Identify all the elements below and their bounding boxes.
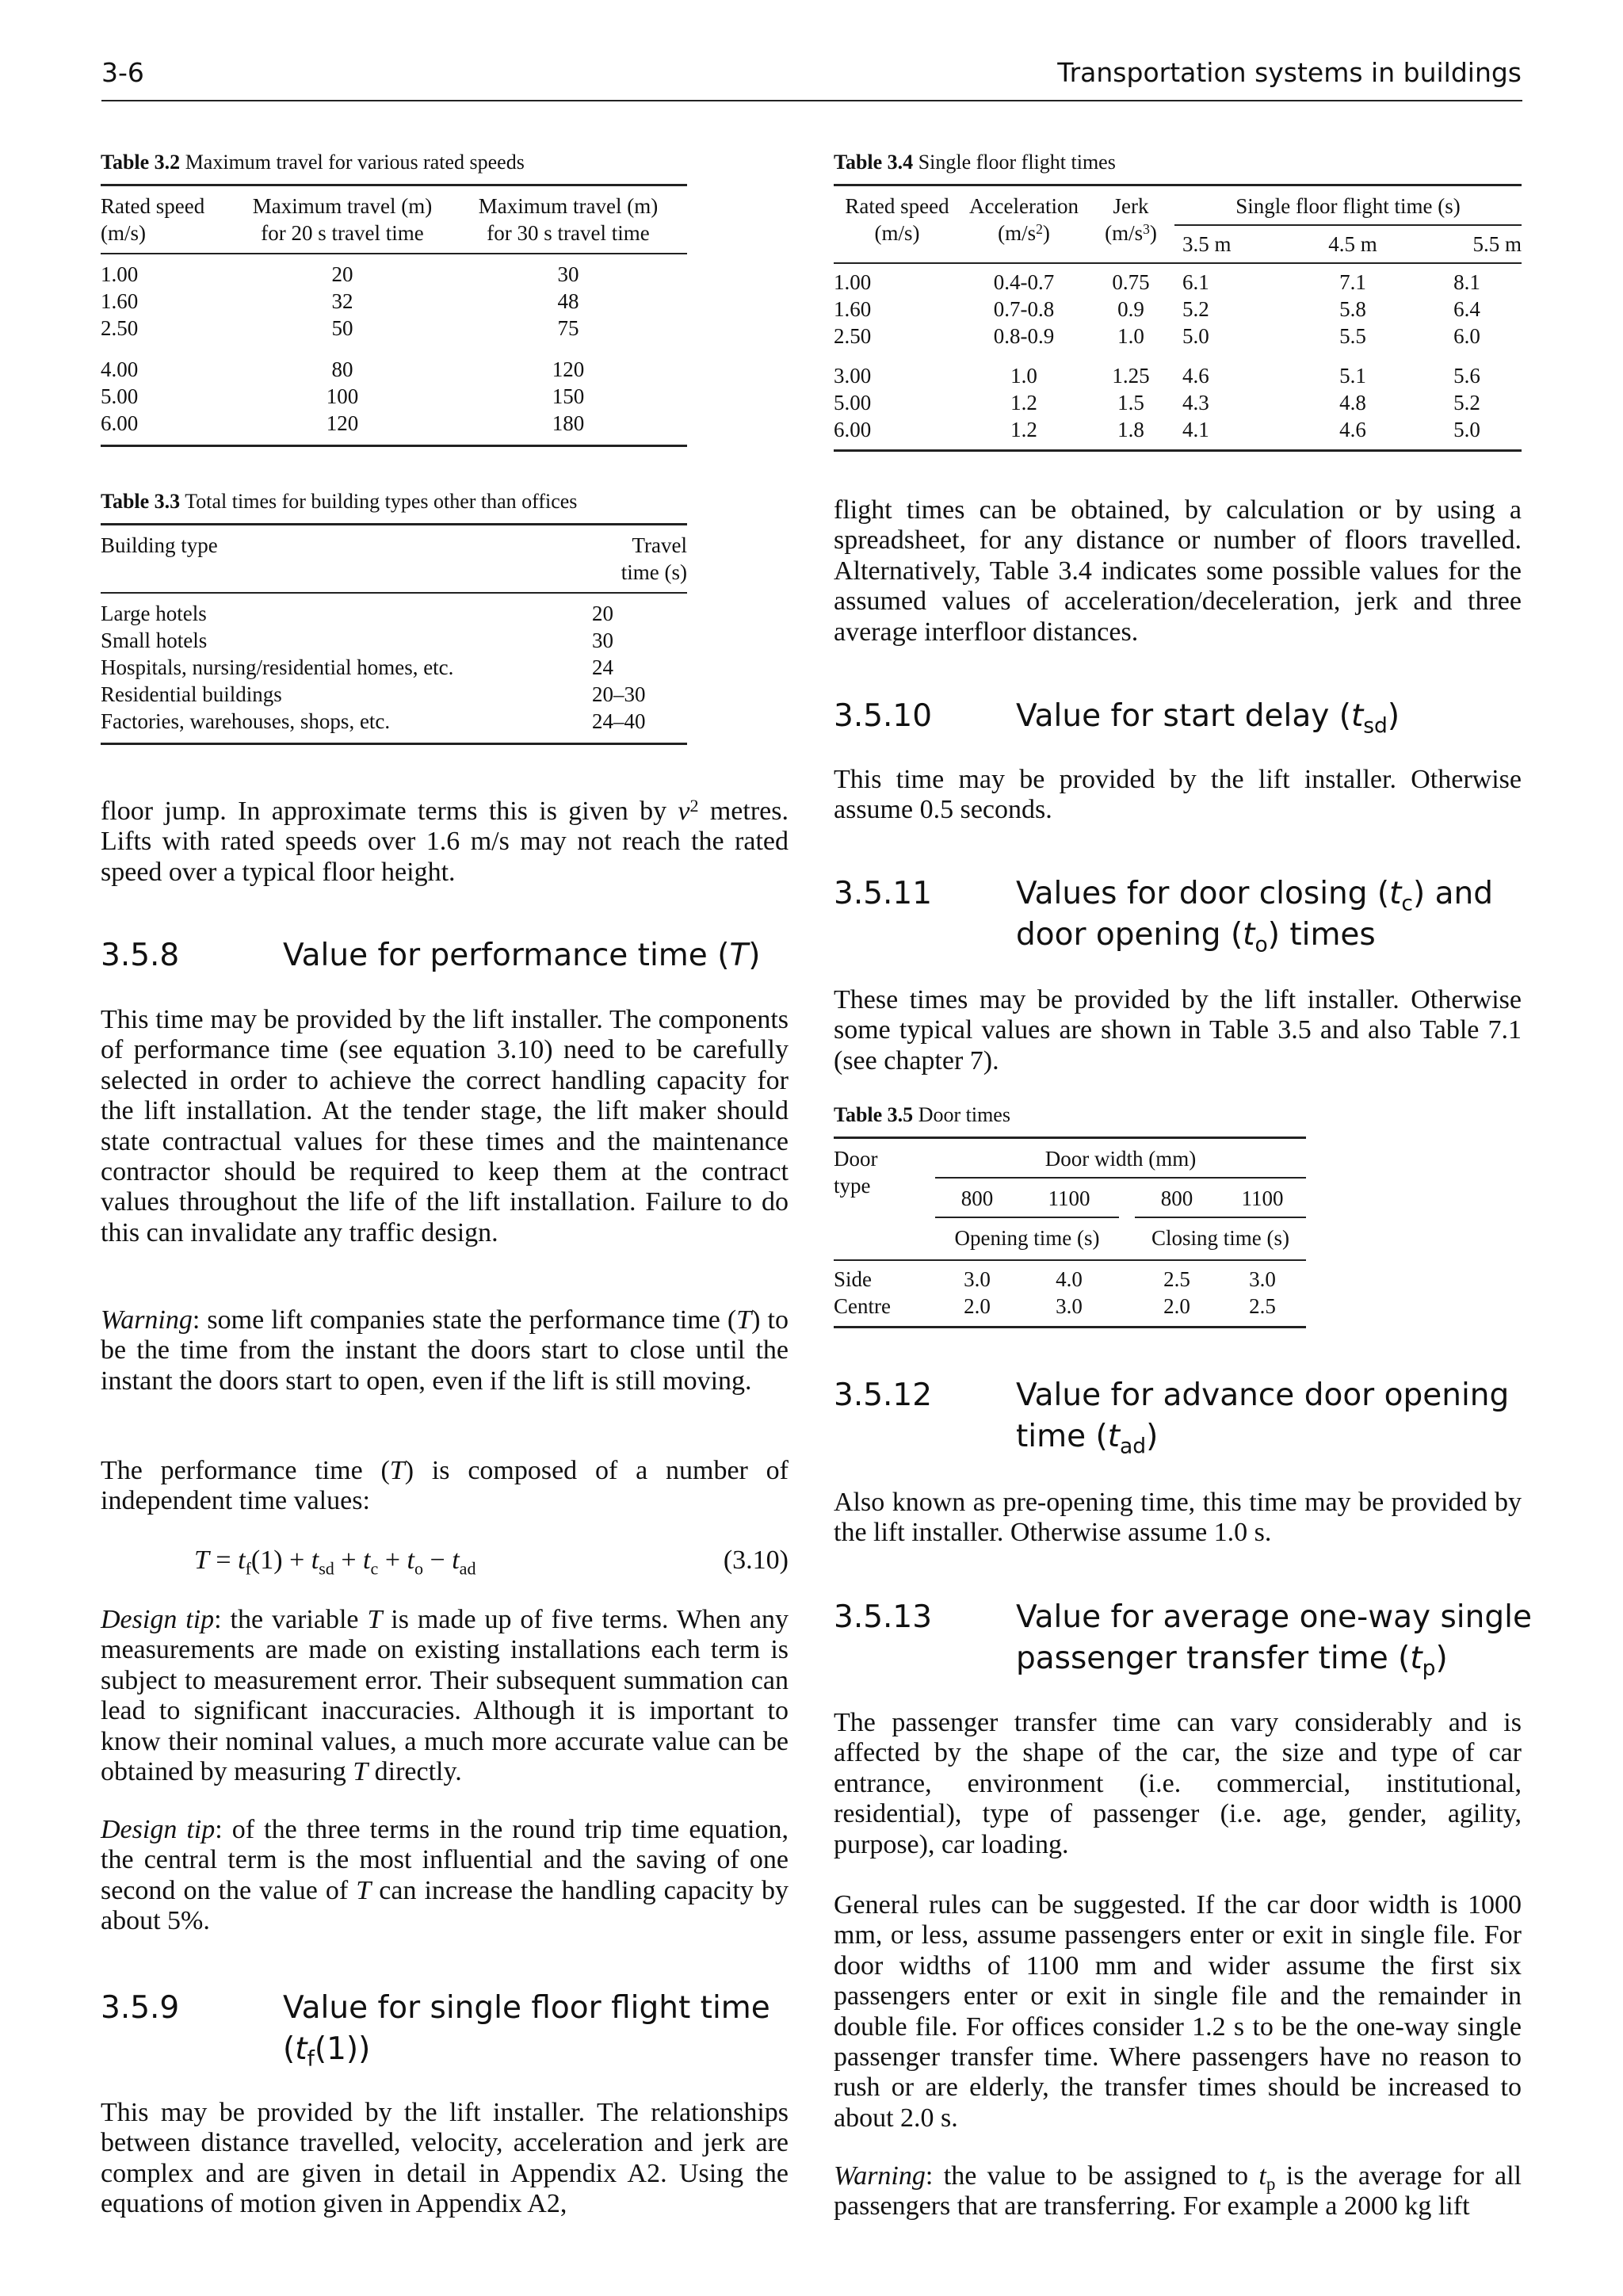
table-3-4-grid: [834, 184, 1522, 452]
paragraph-advance-door-opening: Also known as pre-opening time, this time may be provided by the lift installer. Otherwise assume 1.0 s.: [834, 1488, 1522, 1548]
col-head-distance: 3.5 m: [1182, 232, 1232, 256]
col-head-distance: 5.5 m: [1472, 232, 1522, 256]
table-label: Table 3.4: [834, 151, 914, 174]
col-head-building-type: Building type: [101, 533, 218, 557]
table-row: 6.00 120 180: [101, 411, 585, 435]
table-row: Side 3.0 4.0 2.5 3.0: [834, 1267, 1276, 1291]
table-caption: [834, 1103, 1306, 1127]
section-title: Value for advance door opening time $(t_{ad})$: [1016, 1377, 1510, 1459]
table-3-5-grid: [834, 1137, 1306, 1328]
section-title: Value for performance time (T): [283, 938, 761, 973]
paragraph-design-tip-2: Design tip: of the three terms in the round trip time equation, the central term is the most influential and the saving of one second on the value of T can increase the handling capacity by about 5%.: [101, 1815, 789, 1936]
equation-number: (3.10): [723, 1545, 789, 1575]
section-3-5-12-heading: [834, 1375, 1522, 1462]
table-row: 1.00 20 30: [101, 262, 579, 286]
col-head-acceleration: Acceleration $(m/s^2)$: [969, 194, 1079, 245]
paragraph-general-rules: General rules can be suggested. If the car door width is 1000 mm, or less, assume passengers enter or exit in single file. For door widths of 1100 mm and wider assume the first six passengers enter or exit in single file and the remainder in double file. For offices consider 1.2 s to be the one-way single passenger transfer time. Where passengers have no reason to rush or are elderly, the transfer times should be increased to about 2.0 s.: [834, 1890, 1522, 2133]
section-3-5-8-heading: [101, 935, 789, 983]
col-head-width: 800: [935, 1178, 1019, 1217]
table-caption: [834, 151, 1522, 174]
table-row: 4.00 80 120: [101, 357, 585, 381]
col-head-max-travel-30: Maximum travel (m) for 30 s travel time: [478, 194, 659, 245]
table-3-3-grid: [101, 523, 687, 745]
section-title: Value for single floor flight time $(t_f(1))$: [283, 1990, 770, 2072]
equation-expression: $T = t_f(1) + t_{sd} + t_c + t_o - t_{ad}$: [194, 1545, 476, 1579]
paragraph-design-tip-1: Design tip: the variable T is made up of five terms. When any measurements are made on existing installations each term is subject to measurement error. Their subsequent summation can lead to significant inaccuracies. Although it is important to know their nominal values, a much more accurate value can be obtained by measuring T directly.: [101, 1605, 789, 1787]
page-number: 3-6: [101, 57, 144, 88]
col-head-width: 800: [1135, 1178, 1219, 1217]
table-3-5: [834, 1103, 1306, 1328]
col-head-width: 1100: [1219, 1178, 1306, 1217]
table-3-3: [101, 490, 687, 745]
table-caption-text: Single floor flight times: [918, 151, 1116, 174]
col-head-closing-time: Closing time (s): [1151, 1226, 1289, 1250]
paragraph-warning-transfer: Warning: the value to be assigned to $t_p$ is the average for all passengers that are transferring. For example a 2000 kg lift: [834, 2161, 1522, 2222]
table-row: Factories, warehouses, shops, etc. 24–40: [101, 709, 646, 733]
table-row: 6.00 1.2 1.8 4.1 4.6 5.0: [834, 418, 1480, 441]
section-number: 3.5.9: [101, 1990, 180, 2026]
paragraph-door-times: These times may be provided by the lift installer. Otherwise some typical values are shown in Table 3.5 and also Table 7.1 (see chapter 7).: [834, 985, 1522, 1075]
table-row: 5.00 100 150: [101, 384, 585, 408]
col-head-width: 1100: [1019, 1178, 1119, 1217]
paragraph-transfer-time: The passenger transfer time can vary considerably and is affected by the shape of the car, the size and type of car entrance, environment (i.e. commercial, institutional, residential), type of passenger (i.e. age, gender, agility, purpose), car loading.: [834, 1708, 1522, 1859]
table-3-2: [101, 151, 687, 447]
col-head-travel-time: Travel time (s): [621, 533, 687, 584]
running-title: Transportation systems in buildings: [1057, 57, 1522, 88]
section-3-5-10-heading: [834, 696, 1522, 743]
table-caption: [101, 151, 687, 174]
table-row: Large hotels 20: [101, 602, 613, 625]
section-title: Value for average one-way single passenger transfer time $(t_p)$: [1016, 1599, 1532, 1681]
paragraph-flight-times-table: flight times can be obtained, by calculation or by using a spreadsheet, for any distance or number of floors travelled. Alternatively, Table 3.4 indicates some possible values for the assumed values of acceleration/deceleration, jerk and three average interfloor distances.: [834, 495, 1522, 647]
col-head-distance: 4.5 m: [1328, 232, 1377, 256]
table-row: 2.50 0.8-0.9 1.0 5.0 5.5 6.0: [834, 324, 1480, 348]
section-3-5-13-heading: [834, 1597, 1532, 1684]
col-head-door-type: Door type: [834, 1147, 878, 1198]
section-title: Value for start delay $(t_{sd})$: [1016, 698, 1400, 739]
table-caption-text: Door times: [918, 1103, 1010, 1126]
section-3-5-11-heading: [834, 873, 1522, 961]
col-head-opening-time: Opening time (s): [954, 1226, 1100, 1250]
col-head-jerk: Jerk $(m/s^3)$: [1105, 194, 1157, 245]
col-head-flight-time: Single floor flight time (s): [1174, 185, 1522, 226]
table-row: 1.60 32 48: [101, 289, 579, 313]
table-label: Table 3.3: [101, 490, 181, 513]
table-row: 5.00 1.2 1.5 4.3 4.8 5.2: [834, 391, 1480, 415]
table-3-4: [834, 151, 1522, 452]
table-caption: [101, 490, 687, 514]
paragraph-warning-performance: Warning: some lift companies state the performance time (T) to be the time from the instant the doors start to close until the instant the doors start to open, even if the lift is still moving.: [101, 1305, 789, 1396]
table-row: Small hotels 30: [101, 628, 613, 652]
table-caption-text: Maximum travel for various rated speeds: [185, 151, 525, 174]
col-head-door-width: Door width (mm): [935, 1138, 1306, 1179]
table-row: 1.60 0.7-0.8 0.9 5.2 5.8 6.4: [834, 297, 1480, 321]
paragraph-performance-components: The performance time (T) is composed of a number of independent time values:: [101, 1456, 789, 1516]
table-row: 3.00 1.0 1.25 4.6 5.1 5.6: [834, 364, 1480, 388]
section-number: 3.5.10: [834, 698, 933, 734]
header-rule: [101, 100, 1522, 101]
section-number: 3.5.13: [834, 1599, 933, 1635]
table-row: 1.00 0.4-0.7 0.75 6.1 7.1 8.1: [834, 270, 1480, 294]
section-number: 3.5.11: [834, 876, 933, 911]
section-3-5-9-heading: [101, 1988, 789, 2075]
table-row: Residential buildings 20–30: [101, 682, 646, 706]
table-row: Hospitals, nursing/residential homes, etc. 24: [101, 655, 613, 679]
table-row: Centre 2.0 3.0 2.0 2.5: [834, 1294, 1276, 1318]
section-number: 3.5.12: [834, 1377, 933, 1413]
col-head-rated-speed: Rated speed (m/s): [101, 194, 205, 245]
col-head-rated-speed: Rated speed (m/s): [845, 194, 949, 245]
section-number: 3.5.8: [101, 938, 180, 973]
col-head-max-travel-20: Maximum travel (m) for 20 s travel time: [252, 194, 433, 245]
paragraph-floor-jump: floor jump. In approximate terms this is given by $v^2$ metres. Lifts with rated speeds over 1.6 m/s may not reach the rated speed over a typical floor height.: [101, 796, 789, 887]
table-label: Table 3.5: [834, 1103, 914, 1126]
paragraph-flight-time: This may be provided by the lift installer. The relationships between distance travelled, velocity, acceleration and jerk are complex and are given in detail in Appendix A2. Using the equations of motion given in Appendix A2,: [101, 2098, 789, 2219]
section-title: Values for door closing $(t_c)$ and door opening $(t_o)$ times: [1016, 876, 1494, 957]
table-3-2-grid: [101, 184, 687, 447]
table-label: Table 3.2: [101, 151, 181, 174]
paragraph-performance-time: This time may be provided by the lift installer. The components of performance time (see equation 3.10) need to be carefully selected in order to achieve the correct handling capacity for the lift installation. At the tender stage, the lift maker should state contractual values for these times and the maintenance contractor should be required to keep them at the contract values throughout the life of the lift installation. Failure to do this can invalidate any traffic design.: [101, 1005, 789, 1247]
equation-3-10: [194, 1545, 789, 1580]
table-row: 2.50 50 75: [101, 316, 579, 340]
table-caption-text: Total times for building types other than offices: [185, 490, 578, 513]
paragraph-start-delay: This time may be provided by the lift installer. Otherwise assume 0.5 seconds.: [834, 765, 1522, 825]
